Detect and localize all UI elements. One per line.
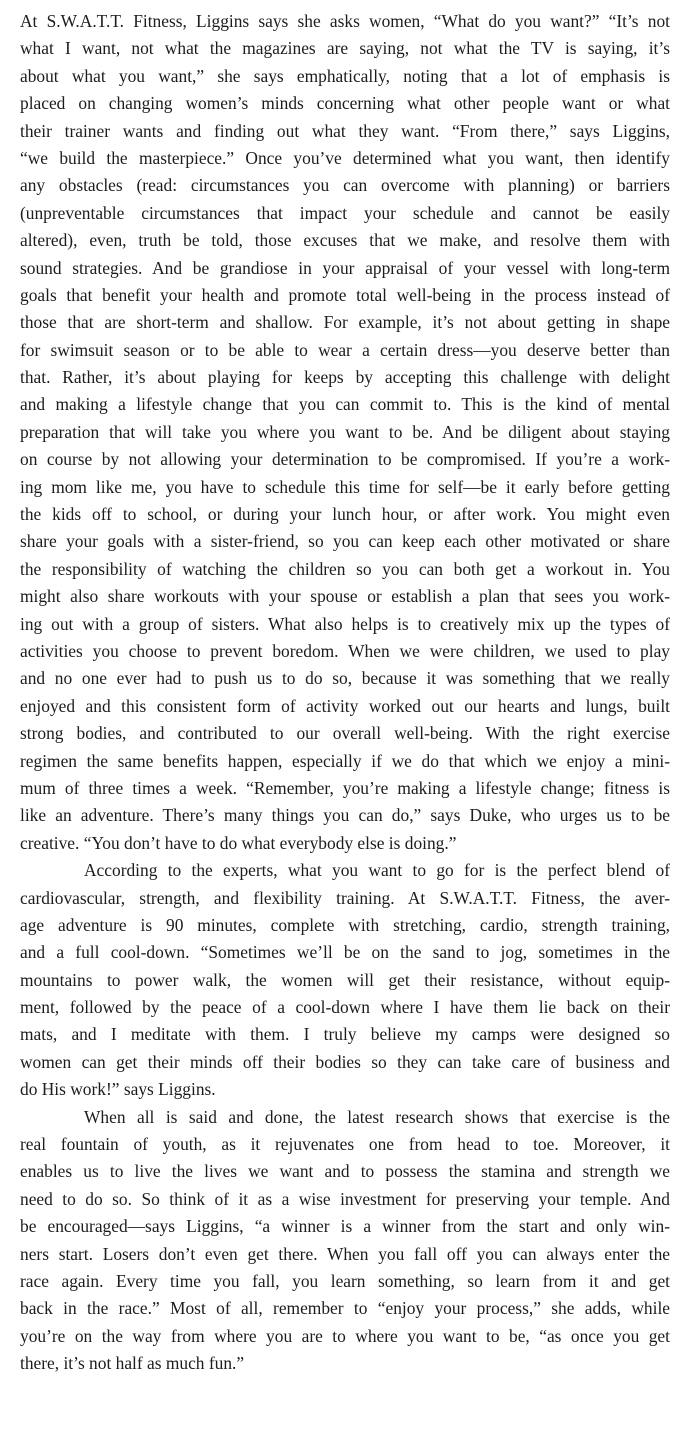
text-line: age adventure is 90 minutes, complete with stretching, cardio, strength training, — [20, 914, 670, 935]
text-line: like an adventure. There’s many things you can do,” says Duke, who urges us to be — [20, 805, 670, 826]
paragraph-training-blend — [20, 857, 670, 1104]
text-line: share your goals with a sister-friend, so you can keep each other motivated or share — [20, 531, 670, 552]
text-line: enables us to live the lives we want and to possess the stamina and strength we — [20, 1161, 670, 1182]
text-line: you’re on the way from where you are to where you want to be, “as once you get — [20, 1325, 670, 1346]
text-line: do His work!” says Liggins. — [20, 1079, 216, 1100]
text-line: any obstacles (read: circumstances you can overcome with planning) or barriers — [20, 175, 670, 196]
text-line: those that are short-term and shallow. For example, it’s not about getting in shape — [20, 312, 670, 333]
text-line: At S.W.A.T.T. Fitness, Liggins says she asks women, “What do you want?” “It’s not — [20, 11, 670, 31]
text-line: mountains to power walk, the women will get their resistance, without equip- — [20, 969, 670, 990]
article-body — [20, 8, 670, 1378]
text-line: on course by not allowing your determination to be compromised. If you’re a work- — [20, 449, 670, 470]
text-line: be encouraged—says Liggins, “a winner is a winner from the start and only win- — [20, 1216, 670, 1237]
text-line: (unpreventable circumstances that impact your schedule and cannot be easily — [20, 202, 670, 223]
text-line: and a full cool-down. “Sometimes we’ll be on the sand to jog, sometimes in the — [20, 942, 670, 963]
text-line: mats, and I meditate with them. I truly believe my camps were designed so — [20, 1024, 670, 1045]
text-line: According to the experts, what you want to go for is the perfect blend of — [84, 860, 670, 881]
text-line: creative. “You don’t have to do what everybody else is doing.” — [20, 832, 457, 853]
text-line: enjoyed and this consistent form of activity worked out our hearts and lungs, built — [20, 695, 670, 716]
text-line: ing out with a group of sisters. What also helps is to creatively mix up the types of — [20, 613, 670, 634]
text-line: When all is said and done, the latest research shows that exercise is the — [84, 1106, 670, 1127]
text-line: cardiovascular, strength, and flexibility training. At S.W.A.T.T. Fitness, the aver- — [20, 887, 670, 908]
text-line: there, it’s not half as much fun.” — [20, 1353, 245, 1374]
text-line: activities you choose to prevent boredom. When we were children, we used to play — [20, 640, 670, 661]
text-line: what I want, not what the magazines are saying, not what the TV is saying, it’s — [20, 38, 670, 59]
text-line: their trainer wants and finding out what they want. “From there,” says Liggins, — [20, 120, 670, 141]
text-line: altered), even, truth be told, those excuses that we make, and resolve them with — [20, 230, 670, 251]
text-line: preparation that will take you where you want to be. And be diligent about staying — [20, 421, 670, 442]
text-line: might also share workouts with your spouse or establish a plan that sees you work- — [20, 586, 670, 607]
text-line: ing mom like me, you have to schedule this time for self—be it early before getting — [20, 476, 670, 497]
text-line: regimen the same benefits happen, especially if we do that which we enjoy a mini- — [20, 750, 670, 771]
text-line: ners start. Losers don’t even get there. When you fall off you can always enter the — [20, 1243, 670, 1264]
text-line: strong bodies, and contributed to our overall well-being. With the right exercise — [20, 723, 670, 744]
text-line: race again. Every time you fall, you learn something, so learn from it and get — [20, 1270, 670, 1291]
text-line: back in the race.” Most of all, remember to “enjoy your process,” she adds, while — [20, 1298, 670, 1319]
text-line: ment, followed by the peace of a cool-down where I have them lie back on their — [20, 997, 670, 1018]
text-line: the kids off to school, or during your lunch hour, or after work. You might even — [20, 504, 670, 525]
text-line: “we build the masterpiece.” Once you’ve determined what you want, then identify — [20, 147, 670, 168]
text-line: about what you want,” she says emphatically, noting that a lot of emphasis is — [20, 65, 670, 86]
text-line: goals that benefit your health and promote total well-being in the process instead of — [20, 284, 670, 305]
text-line: and making a lifestyle change that you can commit to. This is the kind of mental — [20, 394, 670, 415]
text-line: mum of three times a week. “Remember, you’re making a lifestyle change; fitness is — [20, 777, 670, 798]
paragraph-fountain-of-youth — [20, 1104, 670, 1378]
text-line: need to do so. So think of it as a wise investment for preserving your temple. And — [20, 1188, 670, 1209]
text-line: women can get their minds off their bodies so they can take care of business and — [20, 1051, 670, 1072]
text-line: placed on changing women’s minds concerning what other people want or what — [20, 93, 670, 114]
text-line: the responsibility of watching the children so you can both get a workout in. You — [20, 558, 670, 579]
paragraph-workout-goals — [20, 8, 670, 857]
text-line: sound strategies. And be grandiose in your appraisal of your vessel with long-term — [20, 257, 670, 278]
text-line: that. Rather, it’s about playing for keeps by accepting this challenge with delight — [20, 367, 670, 388]
text-line: real fountain of youth, as it rejuvenates one from head to toe. Moreover, it — [20, 1134, 670, 1155]
text-line: and no one ever had to push us to do so, because it was something that we really — [20, 668, 670, 689]
text-line: for swimsuit season or to be able to wear a certain dress—you deserve better than — [20, 339, 670, 360]
